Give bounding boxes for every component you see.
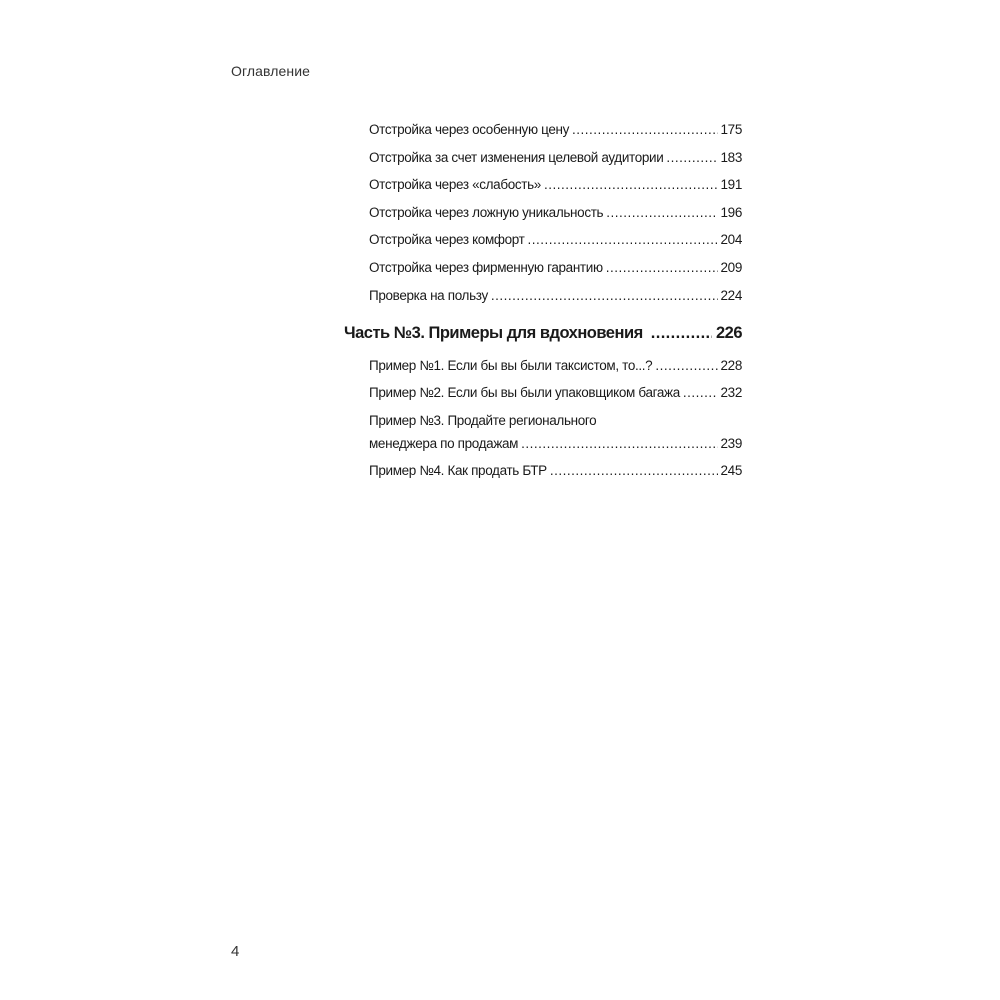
- dot-leader: [683, 381, 718, 404]
- dot-leader: [521, 432, 717, 455]
- toc-entry-title: Проверка на пользу: [369, 287, 488, 303]
- toc-entry[interactable]: [344, 118, 742, 141]
- toc-entry[interactable]: [344, 173, 742, 196]
- toc-entry[interactable]: [344, 146, 742, 169]
- page-number: 4: [231, 943, 240, 960]
- toc-entry-title-line1: Пример №3. Продайте регионального: [369, 412, 597, 428]
- toc-part-title: Часть №3. Примеры для вдохновения: [344, 323, 643, 342]
- toc-entry-page: 183: [720, 149, 742, 165]
- toc-entry-title: Отстройка через ложную уникальность: [369, 204, 604, 220]
- toc-entry-page: 232: [720, 385, 742, 401]
- toc-entry-page: 196: [720, 204, 742, 220]
- toc-entry-title: Отстройка за счет изменения целевой аудитории: [369, 149, 664, 165]
- dot-leader: [606, 201, 717, 224]
- toc-entry[interactable]: [344, 256, 742, 279]
- toc-entry-page: 175: [720, 122, 742, 137]
- toc-entry[interactable]: [344, 459, 742, 482]
- toc-part-heading[interactable]: [344, 320, 742, 346]
- dot-leader: [606, 256, 718, 279]
- dot-leader: [550, 459, 718, 482]
- toc-part-page: 226: [715, 323, 742, 342]
- toc-entry[interactable]: [344, 284, 742, 307]
- dot-leader: [491, 284, 718, 307]
- dot-leader: [651, 320, 712, 346]
- toc-entry-page: 224: [720, 287, 742, 303]
- toc-entry-title: Отстройка через «слабость»: [369, 177, 541, 193]
- toc-entry-title: Пример №2. Если бы вы были упаковщиком багажа: [369, 385, 680, 401]
- dot-leader: [655, 354, 717, 377]
- toc-entry-page: 209: [720, 259, 742, 275]
- toc-entry-page: 204: [720, 232, 742, 248]
- toc-entry-page: 228: [720, 357, 742, 373]
- dot-leader: [528, 228, 718, 251]
- toc-entry-page: 245: [720, 463, 742, 479]
- running-head: Оглавление: [231, 63, 311, 79]
- toc-entry-title: Отстройка через комфорт: [369, 232, 525, 248]
- dot-leader: [572, 118, 717, 141]
- toc-entry-page: 191: [720, 177, 742, 193]
- table-of-contents: [344, 118, 742, 487]
- toc-entry[interactable]: [344, 228, 742, 251]
- toc-entry[interactable]: [344, 201, 742, 224]
- toc-entry-page: 239: [720, 435, 742, 451]
- toc-entry[interactable]: [344, 354, 742, 377]
- toc-entry-title: Пример №1. Если бы вы были таксистом, то...?: [369, 357, 653, 373]
- toc-entry-title: Отстройка через особенную цену: [369, 122, 570, 137]
- dot-leader: [544, 173, 718, 196]
- toc-entry-title: Пример №4. Как продать БТР: [369, 463, 547, 479]
- toc-entry-title-line2: менеджера по продажам: [369, 435, 519, 451]
- dot-leader: [666, 146, 717, 169]
- toc-entry[interactable]: [344, 381, 742, 404]
- toc-entry[interactable]: [344, 409, 742, 455]
- toc-entry-title: Отстройка через фирменную гарантию: [369, 259, 603, 275]
